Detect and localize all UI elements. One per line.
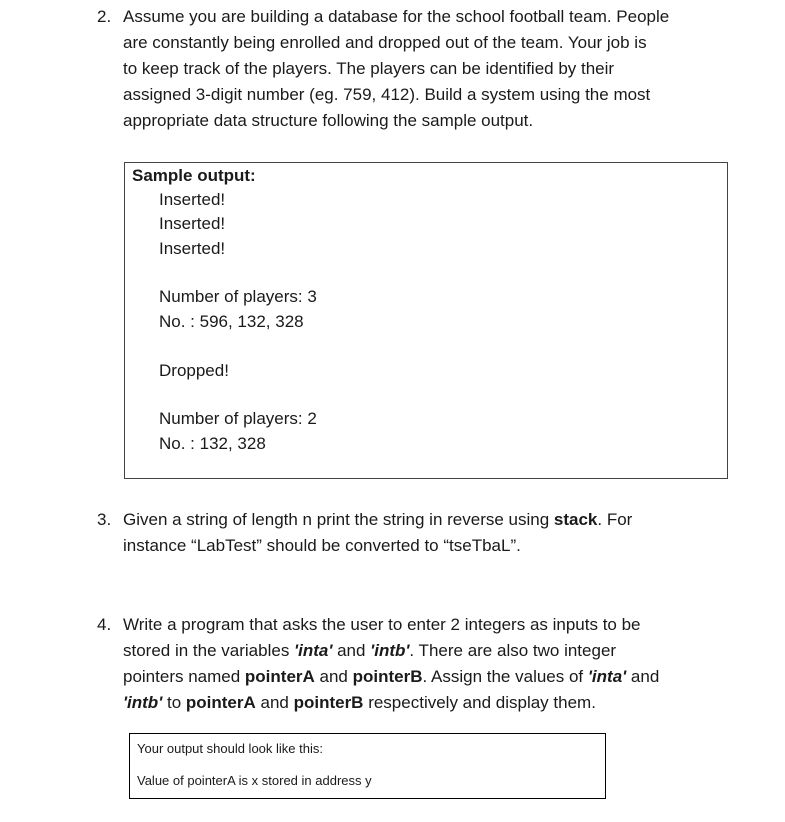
question-4-line (123, 638, 659, 664)
sample-line: Number of players: 2 (159, 409, 317, 428)
sample-line: No. : 596, 132, 328 (159, 312, 304, 331)
sample-line: Inserted! (159, 190, 226, 209)
stack-keyword: stack (553, 510, 598, 529)
question-2-line: assigned 3-digit number (eg. 759, 412). Build a system using the most (123, 85, 651, 104)
var-pointerb: pointerB (352, 667, 423, 686)
expected-output-line: Value of pointerA is x stored in address y (137, 773, 372, 788)
text-run: . Assign the values of (422, 667, 588, 686)
expected-output-line: Your output should look like this: (137, 741, 323, 756)
question-3-text (123, 507, 632, 559)
sample-output-heading: Sample output: (132, 166, 256, 185)
expected-output-box (129, 733, 606, 799)
question-2-line: Assume you are building a database for the school football team. People (123, 7, 670, 26)
var-pointerb: pointerB (293, 693, 364, 712)
question-2-text (123, 4, 669, 134)
sample-line: Inserted! (159, 239, 226, 258)
question-2-line: are constantly being enrolled and dropped out of the team. Your job is (123, 33, 647, 52)
sample-line: No. : 132, 328 (159, 434, 266, 453)
text-run: and (332, 641, 371, 660)
text-run: and (255, 693, 294, 712)
sample-line: Dropped! (159, 361, 229, 380)
var-inta: 'inta' (587, 667, 627, 686)
text-run: and (626, 667, 660, 686)
question-2-line: to keep track of the players. The players can be identified by their (123, 59, 615, 78)
text-run: respectively and display them. (363, 693, 596, 712)
text-run: Given a string of length n print the string in reverse using (123, 510, 554, 529)
question-2-line: appropriate data structure following the sample output. (123, 111, 534, 130)
sample-output-box (124, 162, 728, 479)
question-4-text (123, 612, 659, 716)
question-3-line: instance “LabTest” should be converted to “tseTbaL”. (123, 536, 521, 555)
question-4-line (123, 664, 659, 690)
question-4-line: Write a program that asks the user to enter 2 integers as inputs to be (123, 615, 641, 634)
question-3-line (123, 507, 632, 533)
var-intb: 'intb' (123, 693, 163, 712)
var-intb: 'intb' (370, 641, 410, 660)
text-run: pointers named (123, 667, 245, 686)
sample-line: Inserted! (159, 214, 226, 233)
question-4-number: 4. (97, 615, 112, 634)
text-run: to (162, 693, 186, 712)
sample-line: Number of players: 3 (159, 287, 317, 306)
text-run: . For (597, 510, 633, 529)
text-run: and (314, 667, 353, 686)
question-4-line (123, 690, 659, 716)
var-inta: 'inta' (294, 641, 333, 660)
var-pointera: pointerA (185, 693, 256, 712)
var-pointera: pointerA (244, 667, 315, 686)
text-run: . There are also two integer (409, 641, 617, 660)
question-3-number: 3. (97, 510, 112, 529)
question-2-number: 2. (97, 7, 112, 26)
text-run: stored in the variables (123, 641, 295, 660)
